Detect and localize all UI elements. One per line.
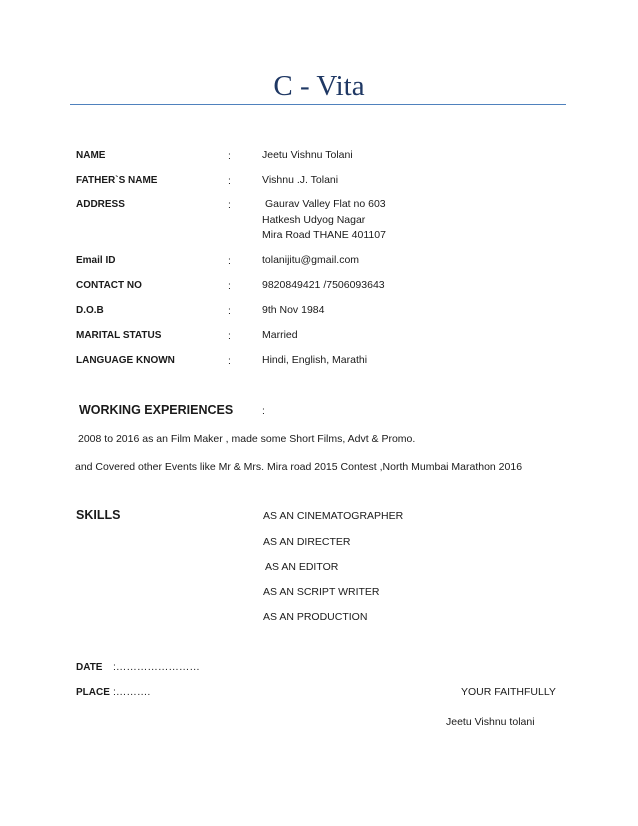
signature-name: Jeetu Vishnu tolani <box>446 716 535 728</box>
date-label: DATE <box>76 662 103 673</box>
skill-item: AS AN DIRECTER <box>263 536 351 548</box>
title-divider <box>70 104 566 105</box>
address-label: ADDRESS <box>76 199 125 210</box>
skill-item: AS AN PRODUCTION <box>263 611 368 623</box>
address-line-2: Hatkesh Udyog Nagar <box>262 214 366 226</box>
contact-label: CONTACT NO <box>76 280 142 291</box>
contact-value: 9820849421 /7506093643 <box>262 279 385 291</box>
skills-heading: SKILLS <box>76 508 121 522</box>
place-value: :………. <box>113 686 151 698</box>
document-title: C - Vita <box>273 70 365 102</box>
father-name-label: FATHER`S NAME <box>76 175 158 186</box>
father-name-colon: : <box>228 175 231 187</box>
experience-colon: : <box>262 405 265 417</box>
dob-colon: : <box>228 305 231 317</box>
marital-status-label: MARITAL STATUS <box>76 330 162 341</box>
address-line-1: Gaurav Valley Flat no 603 <box>265 198 386 210</box>
closing-text: YOUR FAITHFULLY <box>461 686 556 698</box>
skill-item: AS AN SCRIPT WRITER <box>263 586 380 598</box>
language-value: Hindi, English, Marathi <box>262 354 368 366</box>
place-label: PLACE <box>76 687 110 698</box>
name-label: NAME <box>76 150 106 161</box>
marital-status-value: Married <box>262 329 298 341</box>
name-value: Jeetu Vishnu Tolani <box>262 149 353 161</box>
name-colon: : <box>228 150 231 162</box>
language-label: LANGUAGE KNOWN <box>76 355 175 366</box>
date-value: :…………………… <box>113 661 200 673</box>
dob-label: D.O.B <box>76 305 104 316</box>
address-line-3: Mira Road THANE 401107 <box>262 229 386 241</box>
marital-status-colon: : <box>228 330 231 342</box>
experience-line-2: and Covered other Events like Mr & Mrs. Mira road 2015 Contest ,North Mumbai Marathon 2016 <box>75 461 523 473</box>
dob-value: 9th Nov 1984 <box>262 304 325 316</box>
email-colon: : <box>228 255 231 267</box>
address-colon: : <box>228 199 231 211</box>
contact-colon: : <box>228 280 231 292</box>
skill-item: AS AN CINEMATOGRAPHER <box>263 510 404 522</box>
experience-line-1: 2008 to 2016 as an Film Maker , made some Short Films, Advt & Promo. <box>78 433 416 445</box>
experience-heading: WORKING EXPERIENCES <box>79 403 234 417</box>
father-name-value: Vishnu .J. Tolani <box>262 174 339 186</box>
skill-item: AS AN EDITOR <box>265 561 339 573</box>
email-label: Email ID <box>76 255 116 266</box>
language-colon: : <box>228 355 231 367</box>
email-value: tolanijitu@gmail.com <box>262 254 360 266</box>
